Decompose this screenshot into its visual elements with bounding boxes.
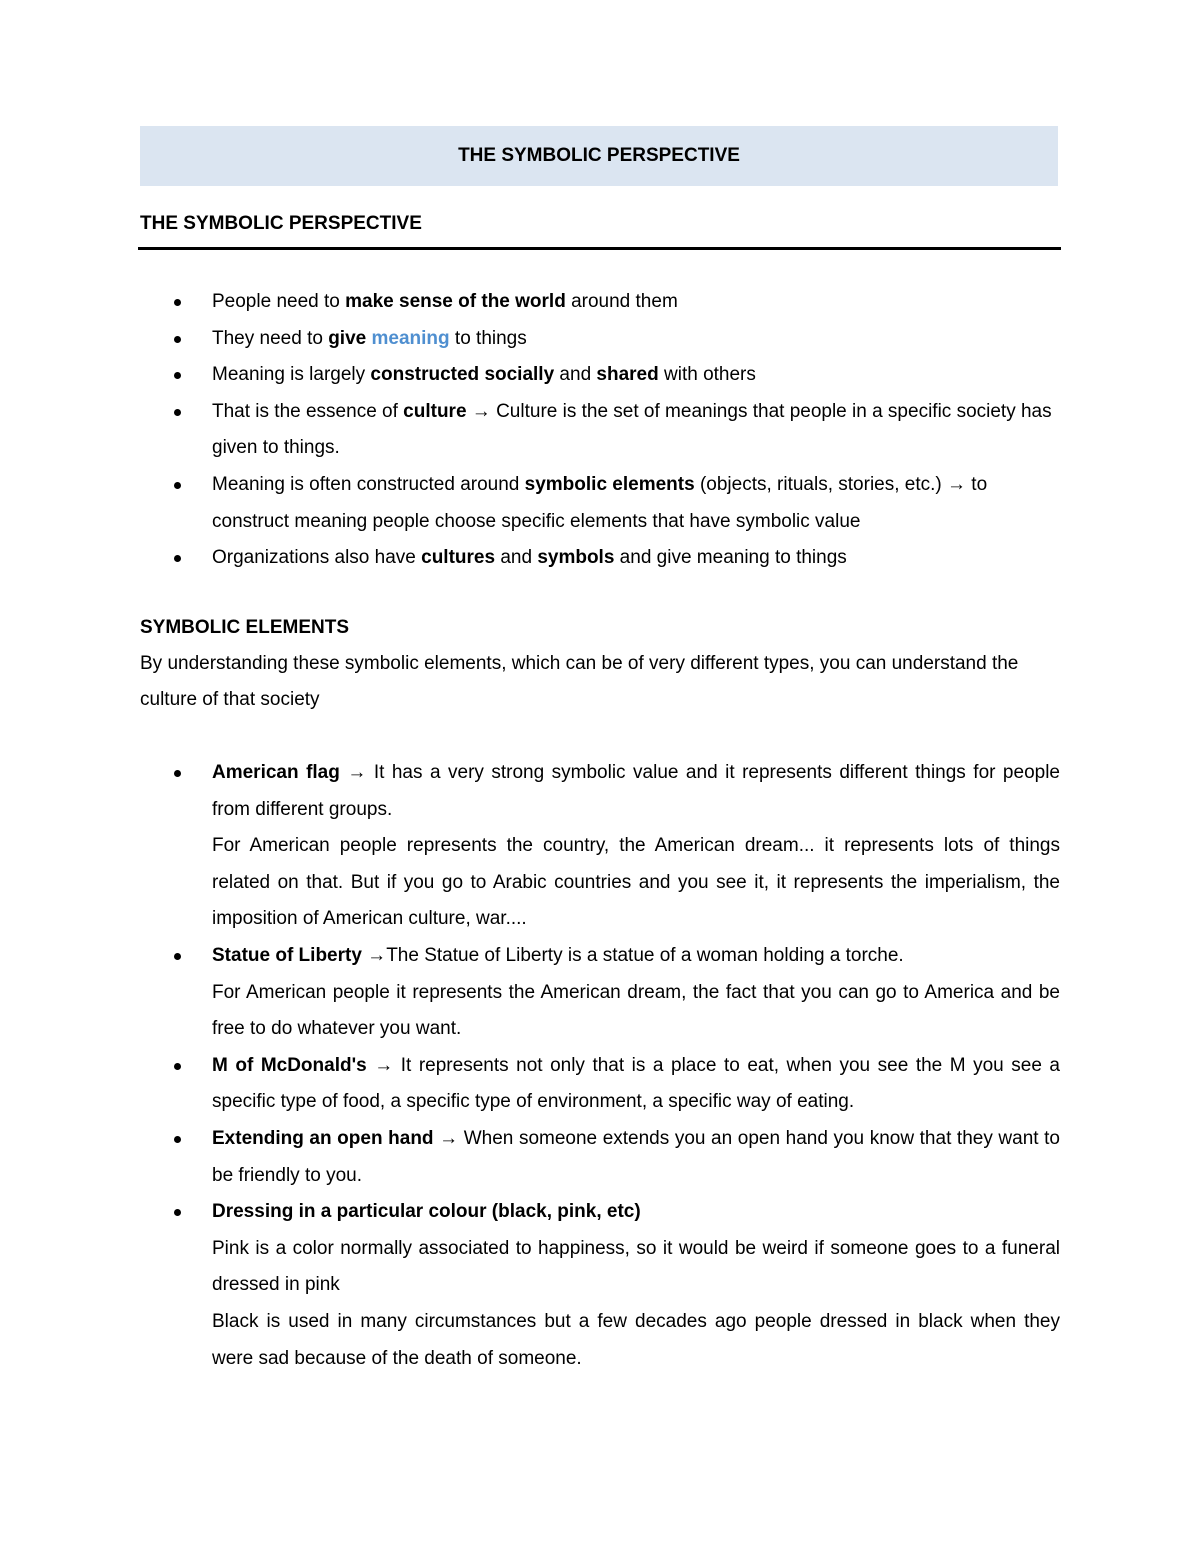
section-heading-symbolic-elements: SYMBOLIC ELEMENTS (140, 617, 350, 638)
list-item: Dressing in a particular colour (black, pink, etc) Pink is a color normally associated to happiness, so it would be weird if someone goes to a funeral dressed in pink Black is used in many circumstances but a few decades ago people dressed in black when they were sad because of the death of someone. (140, 1194, 1060, 1377)
item-title: Statue of Liberty (212, 944, 362, 966)
item-title: M of McDonald's (212, 1054, 367, 1076)
list-item: Statue of Liberty →The Statue of Liberty is a statue of a woman holding a torche. For American people it represents the American dream, the fact that you can go to America and be free to do whatever you want. (140, 938, 1060, 1048)
banner-title: THE SYMBOLIC PERSPECTIVE (458, 145, 740, 166)
title-banner (140, 126, 1058, 186)
bullet-icon (174, 555, 181, 562)
symbolic-elements-list (140, 755, 1060, 1377)
bullet-icon (174, 953, 181, 960)
highlighted-term: meaning (371, 327, 450, 349)
item-title: Extending an open hand (212, 1127, 434, 1149)
section-heading-perspective: THE SYMBOLIC PERSPECTIVE (140, 213, 422, 234)
bullet-icon (174, 1136, 181, 1143)
list-item: M of McDonald's → It represents not only that is a place to eat, when you see the M you see a specific type of food, a specific type of environment, a specific way of eating. (140, 1048, 1060, 1121)
bullet-icon (174, 1209, 181, 1216)
list-item: They need to give meaning to things (140, 321, 1060, 358)
list-item: Meaning is largely constructed socially and shared with others (140, 357, 1060, 394)
item-title: Dressing in a particular colour (black, pink, etc) (212, 1201, 641, 1223)
bullet-icon (174, 482, 181, 489)
bullet-icon (174, 409, 181, 416)
list-item: That is the essence of culture → Culture is the set of meanings that people in a specific society has given to things. (140, 394, 1060, 467)
bullet-icon (174, 336, 181, 343)
list-item: Meaning is often constructed around symbolic elements (objects, rituals, stories, etc.) → to construct meaning people choose specific elements that have symbolic value (140, 467, 1060, 540)
bullet-icon (174, 372, 181, 379)
heading-underline (138, 247, 1061, 250)
intro-paragraph: By understanding these symbolic elements, which can be of very different types, you can understand the culture of that society (140, 653, 1019, 710)
item-title: American flag (212, 762, 340, 783)
list-item: American flag → It has a very strong symbolic value and it represents different things for people from different groups. For American people represents the country, the American dream... it represents lots of things related on that. But if you go to Arabic countries and you see it, it represents the imperialism, the imposition of American culture, war.... (140, 755, 1060, 938)
list-item: People need to make sense of the world around them (140, 284, 1060, 321)
perspective-list (140, 284, 1060, 577)
list-item: Extending an open hand → When someone extends you an open hand you know that they want to be friendly to you. (140, 1121, 1060, 1194)
bullet-icon (174, 299, 181, 306)
bullet-icon (174, 770, 181, 777)
bullet-icon (174, 1063, 181, 1070)
list-item: Organizations also have cultures and symbols and give meaning to things (140, 540, 1060, 577)
